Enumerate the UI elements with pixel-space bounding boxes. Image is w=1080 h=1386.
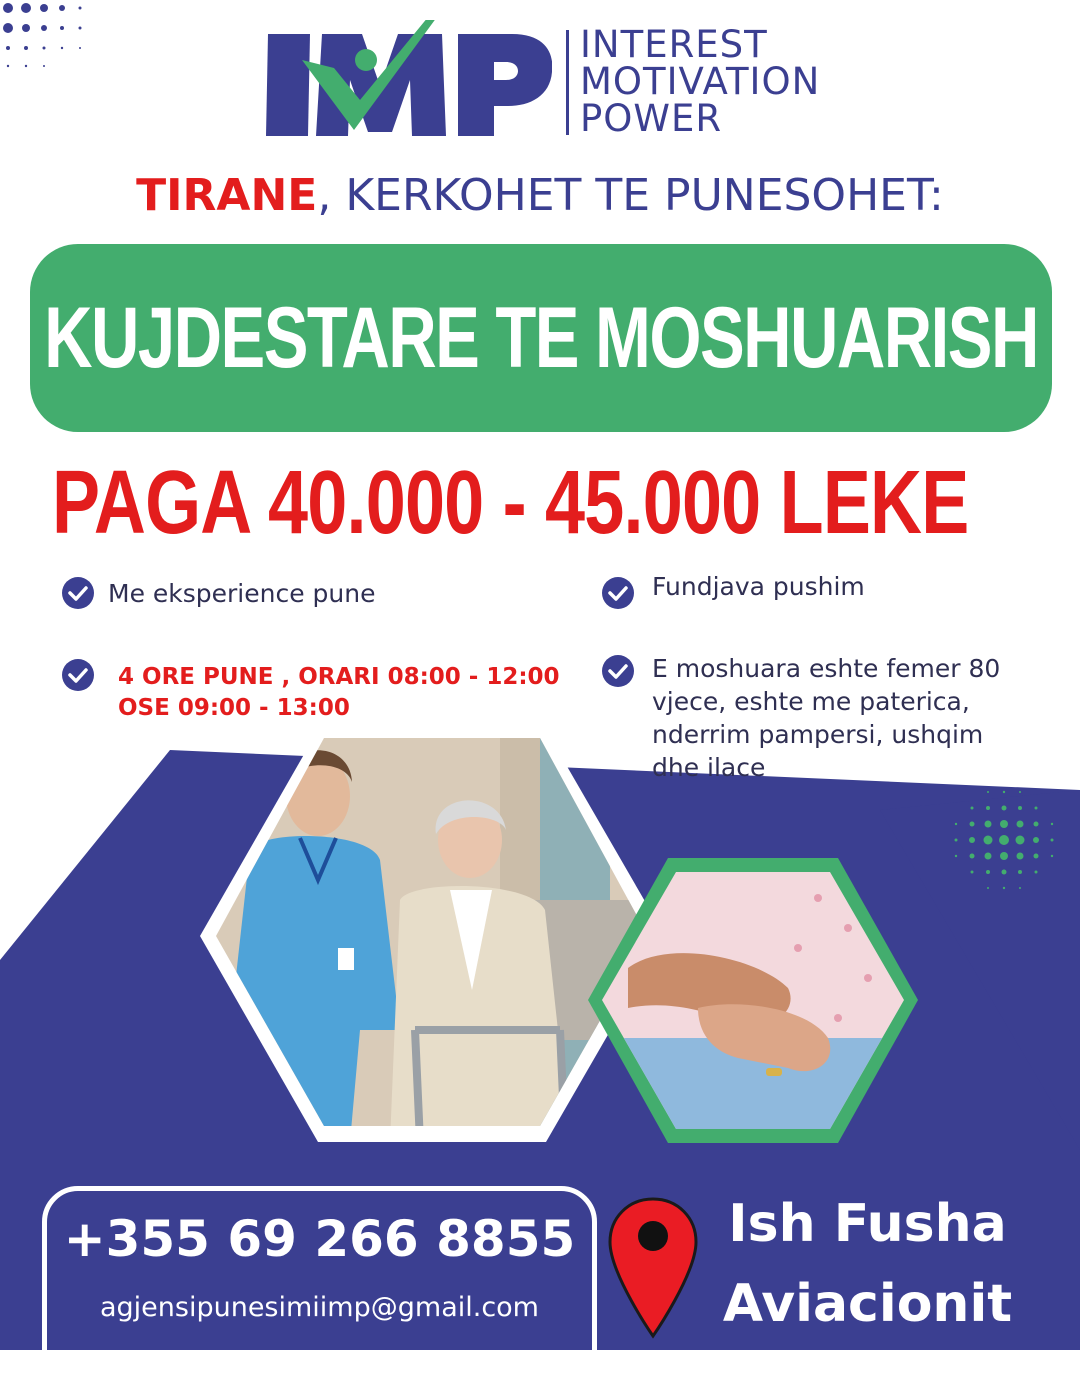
benefit-item: Fundjava pushim (652, 572, 865, 601)
benefit-line: dhe ilace (652, 753, 766, 782)
headline-city: TIRANE (136, 170, 318, 221)
tagline-line: MOTIVATION (580, 60, 821, 103)
imp-logo (262, 20, 552, 140)
benefit-item: Me eksperience pune (108, 579, 376, 608)
logo-tagline (580, 23, 821, 140)
headline (0, 170, 1080, 221)
location-pin-icon (607, 1196, 699, 1341)
phone-number[interactable]: +355 69 266 8855 (63, 1210, 576, 1268)
headline-rest: , KERKOHET TE PUNESOHET: (317, 170, 944, 221)
location-text (700, 1184, 1035, 1344)
green-dot-pattern-icon (952, 788, 1056, 892)
benefit-line: E moshuara eshte femer 80 (652, 654, 1001, 683)
benefit-item-hours (118, 662, 560, 724)
check-circle-icon (601, 576, 635, 610)
benefit-item-details (652, 652, 1000, 784)
logo-divider (566, 30, 569, 135)
benefit-line: OSE 09:00 - 13:00 (118, 695, 350, 721)
location-line: Ish Fusha (728, 1194, 1007, 1254)
check-circle-icon (61, 576, 95, 610)
job-title: KUJDESTARE TE MOSHUARISH (44, 289, 1038, 386)
salary: PAGA 40.000 - 45.000 LEKE (52, 453, 969, 553)
check-circle-icon (601, 654, 635, 688)
tagline-line: INTEREST (580, 23, 768, 66)
location-line: Aviacionit (722, 1274, 1013, 1334)
email-address[interactable]: agjensipunesimiimp@gmail.com (99, 1292, 539, 1323)
hands-photo (588, 858, 918, 1143)
benefit-line: 4 ORE PUNE , ORARI 08:00 - 12:00 (118, 664, 560, 690)
benefit-line: nderrim pampersi, ushqim (652, 720, 984, 749)
dot-pattern-icon (0, 0, 90, 72)
benefit-line: vjece, eshte me paterica, (652, 687, 970, 716)
tagline-line: POWER (580, 97, 723, 140)
job-title-banner (30, 244, 1052, 432)
check-circle-icon (61, 658, 95, 692)
